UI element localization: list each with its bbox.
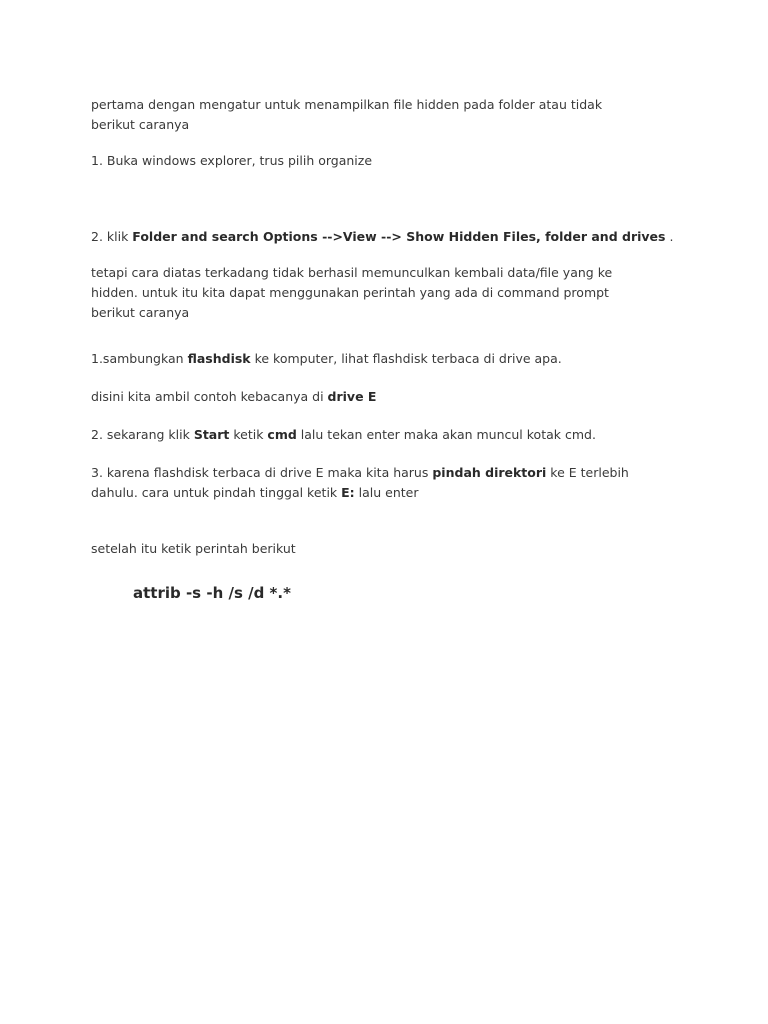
note-line-3: berikut caranya [91, 305, 190, 320]
step-2-paragraph [91, 227, 691, 247]
example-paragraph [91, 387, 691, 407]
step-2-prefix: 2. klik [91, 229, 133, 244]
cmd-step-3-prefix: 3. karena flashdisk terbaca di drive E maka kita harus [91, 465, 433, 480]
cmd-step-1-suffix: ke komputer, lihat flashdisk terbaca di drive apa. [250, 351, 562, 366]
cmd-step-2-mid: ketik [229, 427, 268, 442]
cmd-step-3-mid: ke E terlebih [546, 465, 629, 480]
cmd-step-2-prefix: 2. sekarang klik [91, 427, 194, 442]
document-body [91, 95, 691, 603]
after-paragraph [91, 539, 691, 559]
note-line-2: hidden. untuk itu kita dapat menggunakan perintah yang ada di command prompt [91, 285, 609, 300]
cmd-step-3-line-2-prefix: dahulu. cara untuk pindah tinggal ketik [91, 485, 342, 500]
example-bold: drive E [327, 389, 377, 404]
intro-line-1: pertama dengan mengatur untuk menampilkan file hidden pada folder atau tidak [91, 97, 603, 112]
cmd-step-2-suffix: lalu tekan enter maka akan muncul kotak cmd. [296, 427, 596, 442]
cmd-step-3-bold-pindah: pindah direktori [432, 465, 547, 480]
after-text: setelah itu ketik perintah berikut [91, 541, 296, 556]
cmd-step-1-bold: flashdisk [187, 351, 251, 366]
cmd-step-2-paragraph [91, 425, 691, 445]
step-2-suffix: . [665, 229, 674, 244]
cmd-step-3-suffix: lalu enter [354, 485, 419, 500]
intro-line-2: berikut caranya [91, 117, 190, 132]
cmd-step-3-bold-e: E: [341, 485, 355, 500]
command-line: attrib -s -h /s /d *.* [133, 584, 291, 602]
example-prefix: disini kita ambil contoh kebacanya di [91, 389, 328, 404]
cmd-step-2-bold-start: Start [193, 427, 230, 442]
intro-paragraph [91, 95, 691, 135]
cmd-step-1-paragraph [91, 349, 691, 369]
note-paragraph [91, 263, 691, 323]
step-1-text: 1. Buka windows explorer, trus pilih organize [91, 153, 373, 168]
cmd-step-3-paragraph [91, 463, 691, 503]
step-2-bold: Folder and search Options -->View --> Show Hidden Files, folder and drives [132, 229, 666, 244]
cmd-step-1-prefix: 1.sambungkan [91, 351, 188, 366]
step-1-paragraph [91, 151, 691, 171]
cmd-step-2-bold-cmd: cmd [267, 427, 297, 442]
note-line-1: tetapi cara diatas terkadang tidak berhasil memunculkan kembali data/file yang ke [91, 265, 613, 280]
